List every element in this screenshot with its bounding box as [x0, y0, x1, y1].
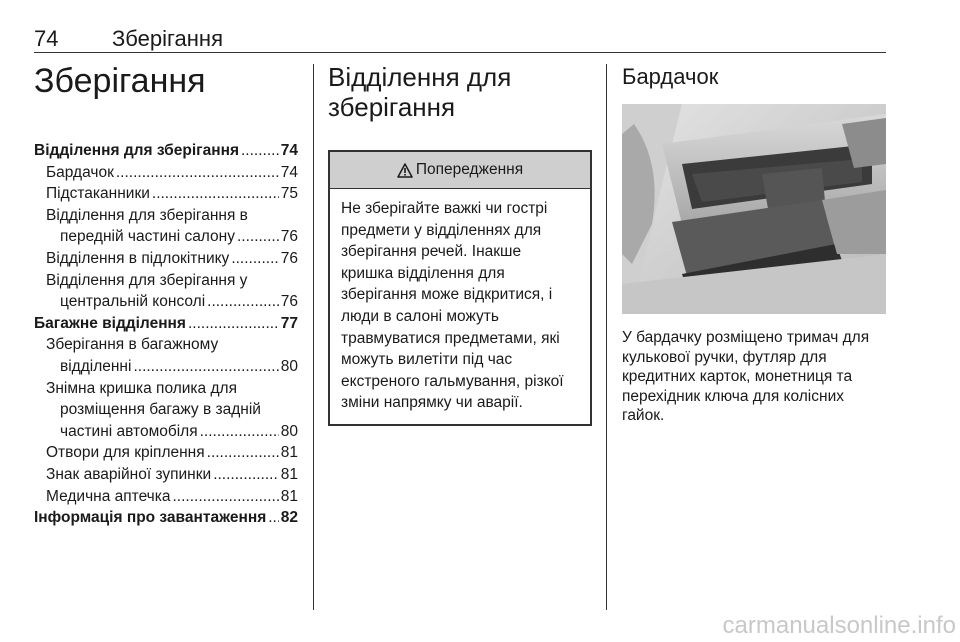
toc-entry-line: Знімна кришка полика для	[46, 379, 237, 397]
warning-text	[330, 189, 590, 424]
description-line: кредитних карток, монетниця та	[622, 368, 853, 386]
subsection-title: Бардачок	[622, 64, 719, 89]
header-title: Зберігання	[112, 26, 223, 51]
toc-column	[34, 62, 298, 529]
toc-entry[interactable]	[34, 183, 298, 205]
warning-text-line: люди в салоні можуть	[341, 307, 499, 325]
description-line: гайок.	[622, 407, 665, 425]
toc-entry-label: Підстаканники	[46, 185, 150, 203]
toc-entry-label: Бардачок	[46, 163, 114, 181]
toc-entry-label: Відділення в підлокітнику	[46, 249, 230, 267]
toc-entry-line: Відділення для зберігання в	[46, 206, 248, 224]
toc-leader	[188, 313, 279, 335]
toc-leader	[207, 442, 279, 464]
page-header	[34, 26, 886, 53]
warning-triangle-icon	[397, 163, 413, 178]
toc-leader	[268, 507, 279, 529]
toc-entry[interactable]	[34, 291, 298, 313]
toc-leader	[237, 226, 279, 248]
toc-entry[interactable]	[34, 162, 298, 184]
toc-entry-line: Зберігання в багажному	[46, 336, 219, 354]
toc-entry[interactable]	[34, 356, 298, 378]
toc-entry-label: відділенні	[60, 357, 132, 375]
storage-column	[328, 62, 592, 426]
warning-heading: Попередження	[415, 161, 524, 178]
toc-entry-page: 82	[280, 509, 298, 527]
toc-leader	[207, 291, 279, 313]
description-line: У бардачку розміщено тримач для	[622, 329, 870, 346]
toc-entry-label: Багажне відділення	[34, 314, 186, 332]
warning-text-line: предмети у відділеннях для	[341, 221, 542, 239]
glovebox-column	[622, 64, 886, 426]
toc-entry-page: 81	[280, 444, 298, 462]
toc-entry-page: 80	[280, 357, 298, 375]
toc-entry-page: 76	[280, 228, 298, 246]
toc-entry-page: 81	[280, 487, 298, 505]
column-divider-2	[606, 64, 607, 610]
column-divider-1	[313, 64, 314, 610]
toc-chapter-entry[interactable]	[34, 507, 298, 529]
toc-entry-line: Відділення для зберігання у	[46, 271, 248, 289]
toc-leader	[173, 486, 279, 508]
toc-entry-page: 76	[280, 249, 298, 267]
description-line: кулькової ручки, футляр для	[622, 348, 827, 366]
warning-text-line: кришка відділення для	[341, 264, 505, 282]
toc-chapter-entry[interactable]	[34, 140, 298, 162]
toc-entry-page: 76	[280, 293, 298, 311]
toc-entry-label: Медична аптечка	[46, 487, 171, 505]
warning-text-line: зміни напрямку чи аварії.	[341, 394, 523, 412]
watermark: carmanualsonline.info	[722, 612, 956, 639]
toc-entry[interactable]	[34, 421, 298, 443]
warning-text-line: екстреного гальмування, різкої	[341, 372, 564, 390]
warning-text-line: зберігання може відкритися, і	[341, 286, 553, 304]
glovebox-description	[622, 328, 886, 426]
page-number: 74	[34, 26, 59, 51]
description-line: перехідник ключа для колісних	[622, 387, 844, 405]
section-title-line: зберігання	[328, 92, 456, 122]
toc-entry-page: 75	[280, 185, 298, 203]
toc-leader	[241, 140, 279, 162]
warning-box	[328, 150, 592, 426]
glovebox-photo	[622, 104, 886, 314]
toc-entry-page: 81	[280, 465, 298, 483]
toc-entry-label: частині автомобіля	[60, 422, 198, 440]
chapter-title: Зберігання	[34, 62, 206, 100]
toc-chapter-entry[interactable]	[34, 313, 298, 335]
toc-leader	[133, 356, 278, 378]
warning-text-line: Не зберігайте важкі чи гострі	[341, 200, 548, 217]
toc-entry-label: Інформація про завантаження	[34, 509, 267, 527]
warning-text-line: травмуватися предметами, які	[341, 329, 560, 347]
toc-leader	[231, 248, 278, 270]
table-of-contents	[34, 140, 298, 529]
toc-entry-page: 74	[280, 163, 298, 181]
toc-leader	[152, 183, 279, 205]
toc-entry-label: Відділення для зберігання	[34, 142, 239, 159]
toc-entry-label: передній частині салону	[60, 228, 235, 246]
toc-leader	[116, 162, 279, 184]
toc-entry-label: Отвори для кріплення	[46, 444, 205, 462]
toc-entry-page: 74	[280, 142, 298, 159]
section-title	[328, 62, 592, 122]
toc-entry[interactable]	[34, 464, 298, 486]
toc-entry[interactable]	[34, 442, 298, 464]
toc-entry[interactable]	[34, 248, 298, 270]
toc-entry[interactable]	[34, 226, 298, 248]
warning-text-line: зберігання речей. Інакше	[341, 243, 522, 261]
toc-entry-line: розміщення багажу в задній	[60, 401, 261, 419]
warning-text-line: можуть вилетіти під час	[341, 351, 513, 369]
toc-entry-label: центральній консолі	[60, 293, 206, 311]
toc-entry[interactable]	[34, 486, 298, 508]
section-title-line: Відділення для	[328, 62, 512, 92]
toc-leader	[200, 421, 279, 443]
toc-entry-page: 77	[280, 314, 298, 332]
toc-entry-page: 80	[280, 422, 298, 440]
warning-header	[330, 152, 590, 189]
toc-leader	[213, 464, 279, 486]
toc-entry-label: Знак аварійної зупинки	[46, 465, 212, 483]
